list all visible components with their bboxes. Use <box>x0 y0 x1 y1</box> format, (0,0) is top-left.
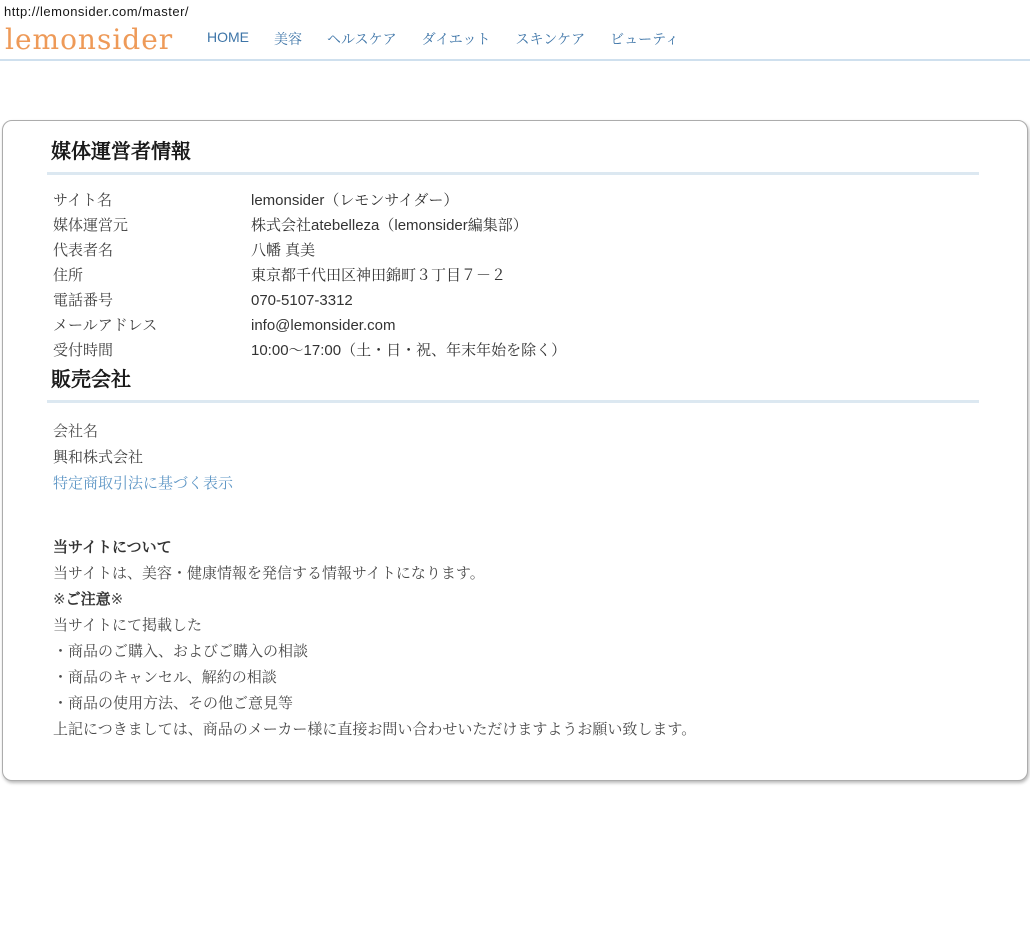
info-value: 八幡 真美 <box>251 242 316 259</box>
info-row-representative <box>53 238 979 263</box>
content-panel <box>2 120 1028 781</box>
sales-company-title: 販売会社 <box>51 369 131 391</box>
page-url: http://lemonsider.com/master/ <box>4 4 190 19</box>
company-name-label: 会社名 <box>53 423 99 440</box>
about-heading: 当サイトについて <box>53 539 172 556</box>
about-intro: 当サイトは、美容・健康情報を発信する情報サイトになります。 <box>53 565 485 582</box>
nav-item-healthcare[interactable]: ヘルスケア <box>327 31 397 47</box>
info-row-hours <box>53 338 979 363</box>
nav-item-diet[interactable]: ダイエット <box>421 31 491 47</box>
nav-item-beaute[interactable]: ビューティ <box>610 31 679 47</box>
media-info-rows <box>47 188 979 363</box>
sales-company-block <box>47 424 979 491</box>
about-notice <box>53 587 979 613</box>
info-value: lemonsider（レモンサイダー） <box>251 192 459 209</box>
about-item-cancel: ・商品のキャンセル、解約の相談 <box>53 669 277 686</box>
info-label: 受付時間 <box>53 342 114 359</box>
info-label: サイト名 <box>53 192 112 209</box>
about-item-usage: ・商品の使用方法、その他ご意見等 <box>53 695 294 712</box>
info-label: 代表者名 <box>53 242 114 259</box>
info-value: 株式会社atebelleza（lemonsider編集部） <box>251 217 528 234</box>
info-label: 住所 <box>53 267 84 284</box>
media-info-section-head <box>47 139 979 175</box>
nav-item-home[interactable]: HOME <box>207 29 249 45</box>
info-label: メールアドレス <box>53 317 158 334</box>
about-outro: 上記につきましては、商品のメーカー様に直接お問い合わせいただけますようお願い致します。 <box>53 721 697 738</box>
info-row-operator <box>53 213 979 238</box>
about-site-block <box>47 535 979 743</box>
notice-bold: ご注意 <box>65 591 111 608</box>
company-name: 興和株式会社 <box>53 449 144 466</box>
about-item-purchase: ・商品のご購入、およびご購入の相談 <box>53 643 309 660</box>
info-value: info@lemonsider.com <box>251 317 396 334</box>
info-row-phone <box>53 288 979 313</box>
about-listed-intro: 当サイトにて掲載した <box>53 617 202 634</box>
info-value: 070-5107-3312 <box>251 292 353 309</box>
info-label: 媒体運営元 <box>53 217 129 234</box>
tokushoho-link[interactable]: 特定商取引法に基づく表示 <box>53 475 234 492</box>
info-row-email <box>53 313 979 338</box>
notice-suffix: ※ <box>110 591 124 608</box>
info-label: 電話番号 <box>53 292 114 309</box>
nav-item-beauty[interactable]: 美容 <box>274 31 302 47</box>
info-row-address <box>53 263 979 288</box>
info-value: 東京都千代田区神田錦町３丁目７－２ <box>251 267 507 284</box>
site-header <box>0 19 1030 61</box>
nav-item-skincare[interactable]: スキンケア <box>515 31 586 47</box>
main-nav <box>207 29 679 49</box>
media-info-title: 媒体運営者情報 <box>51 141 191 163</box>
info-value: 10:00～17:00（土・日・祝、年末年始を除く） <box>251 342 567 359</box>
site-logo[interactable]: lemonsider <box>5 23 174 56</box>
sales-company-section-head <box>47 367 979 403</box>
info-row-site-name <box>53 188 979 213</box>
notice-prefix: ※ <box>53 591 66 608</box>
